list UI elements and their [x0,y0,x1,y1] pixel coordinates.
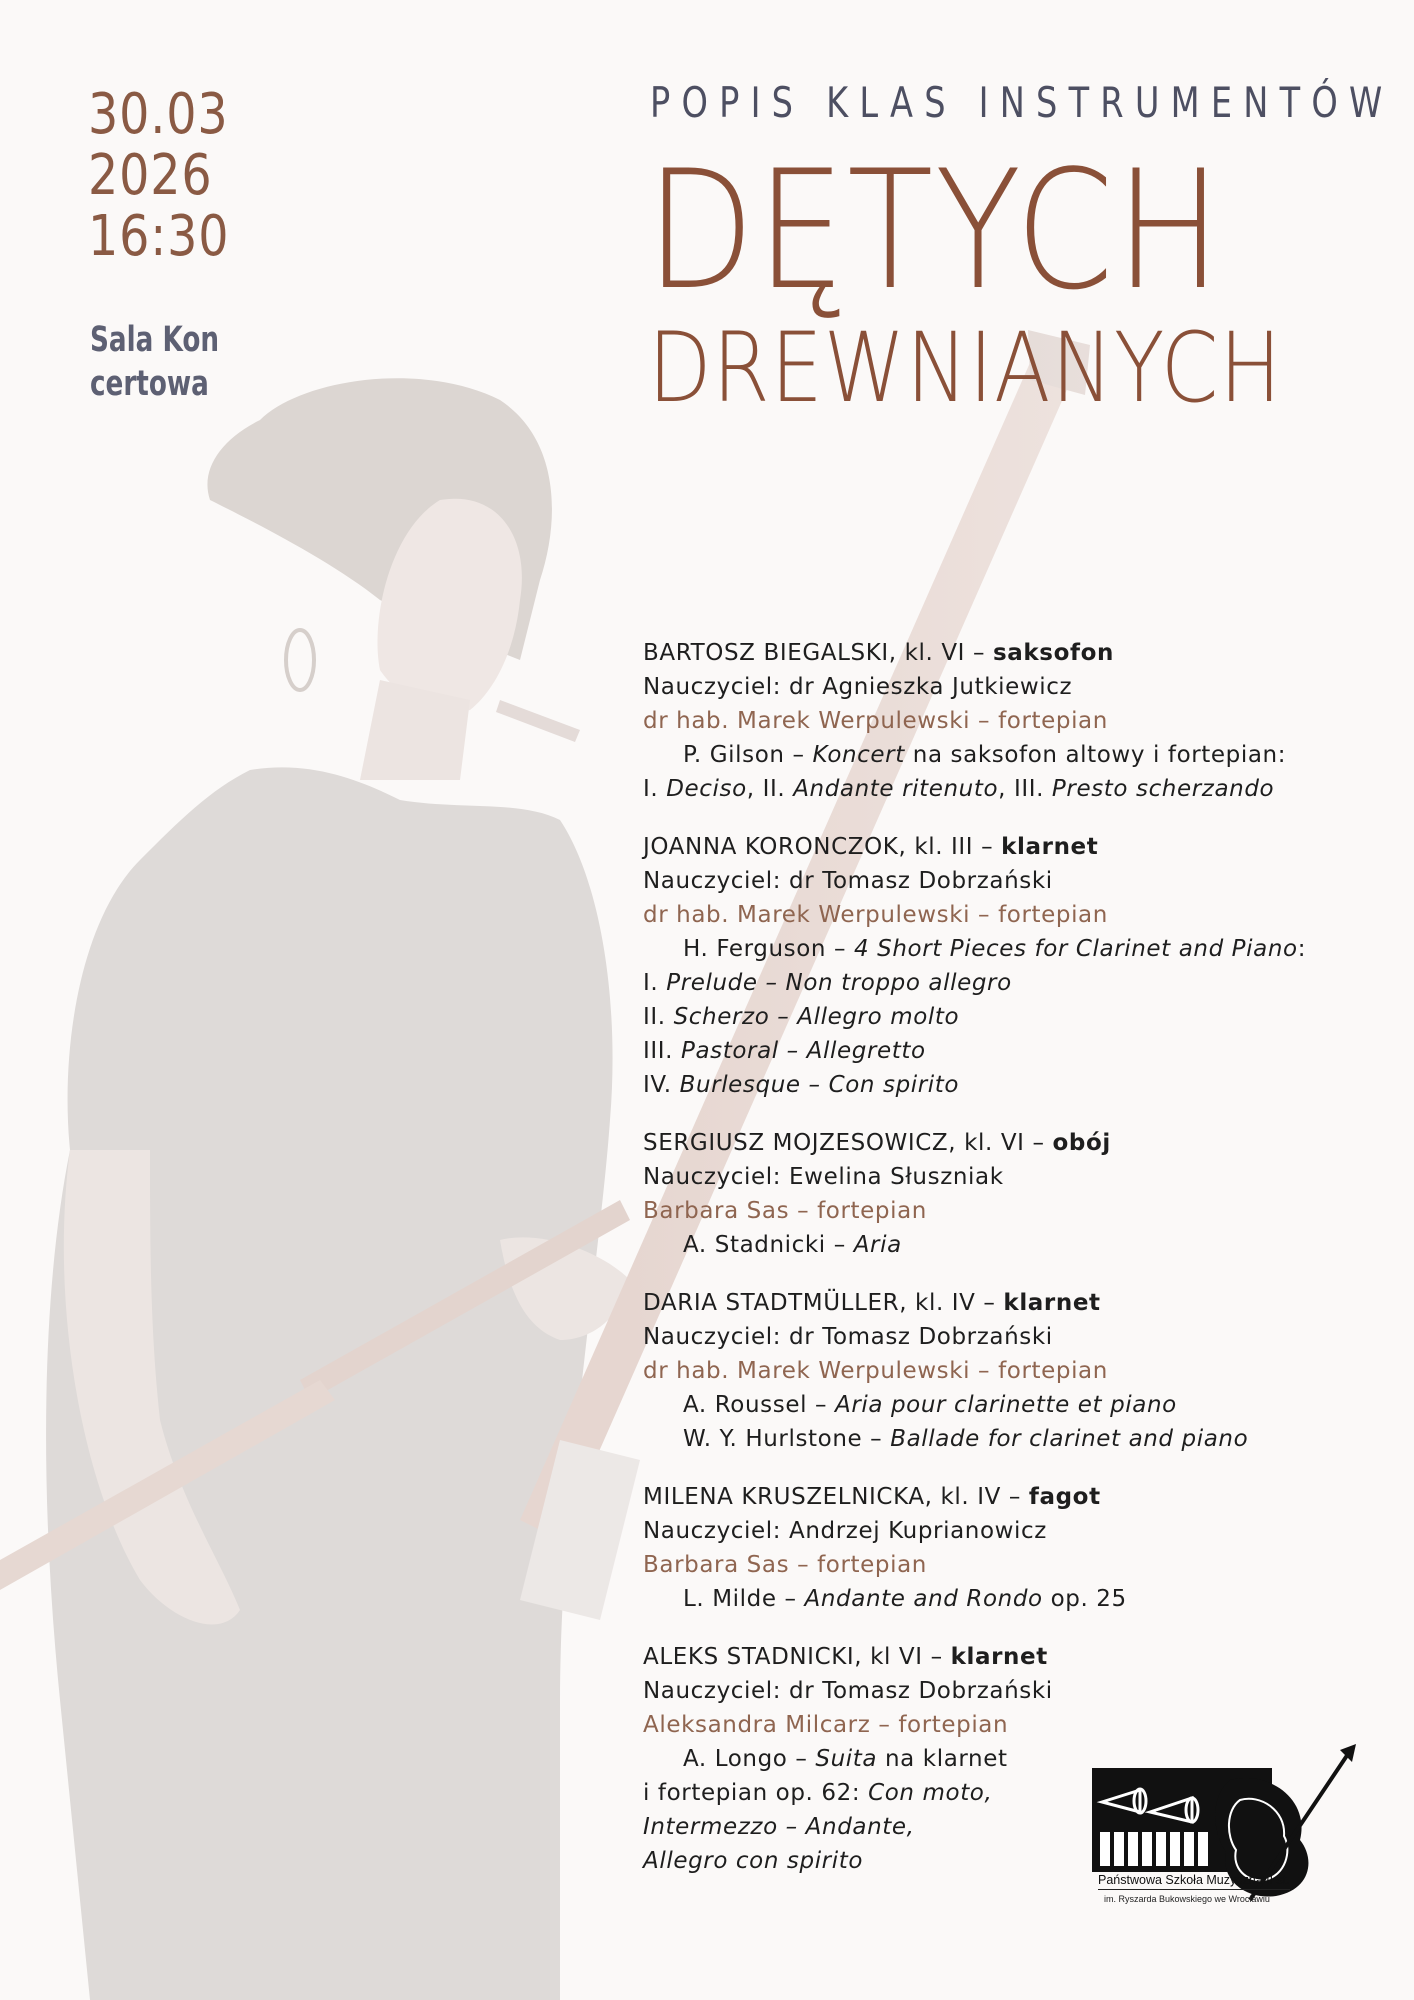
piece-text: A. Stadnicki – [683,1232,854,1258]
piece-title: Andante ritenuto [793,776,999,802]
piece-title: Suita [815,1746,878,1772]
repertoire-line [643,1228,1383,1262]
piece-text: III. [643,1038,681,1064]
repertoire-line [643,1068,1383,1102]
piece-title: Aria [853,1232,902,1258]
performer-instrument: obój [1052,1130,1111,1156]
performer-name-class: SERGIUSZ MOJZESOWICZ, kl. VI – [643,1130,1053,1156]
piece-title: Intermezzo – Andante, [643,1814,915,1840]
repertoire-line [643,966,1383,1000]
piece-text: IV. [643,1072,680,1098]
performer-instrument: saksofon [992,640,1114,666]
performer-heading [643,1640,1383,1674]
repertoire-line [643,738,1383,772]
performer-heading [643,1286,1383,1320]
piece-text: H. Ferguson – [683,936,855,962]
performer-accompanist: dr hab. Marek Werpulewski – fortepian [643,708,1108,734]
piece-text: II. [643,1004,674,1030]
performer-accompanist: Barbara Sas – fortepian [643,1198,927,1224]
repertoire-line [643,1422,1383,1456]
performer-instrument: klarnet [1003,1290,1101,1316]
venue-line-1: Sala Kon [90,320,220,360]
piece-title: Koncert [812,742,905,768]
piece-text: I. [643,776,667,802]
performer-name-class: BARTOSZ BIEGALSKI, kl. VI – [643,640,993,666]
performer-teacher: Nauczyciel: dr Agnieszka Jutkiewicz [643,674,1073,700]
repertoire-line [643,932,1383,966]
venue [90,318,219,406]
title-main-line-1: DĘTYCH [646,135,1224,326]
event-date-year: 2026 [88,143,213,208]
piece-text: , II. [746,776,794,802]
performer-teacher: Nauczyciel: dr Tomasz Dobrzański [643,1324,1053,1350]
performer-name-class: ALEKS STADNICKI, kl VI – [643,1644,951,1670]
piece-text: op. 25 [1042,1586,1127,1612]
performer-heading [643,1480,1383,1514]
performer-instrument: klarnet [950,1644,1048,1670]
piece-title: Ballade for clarinet and piano [890,1426,1249,1452]
title-main-line-2: DREWNIANYCH [648,312,1283,424]
school-name: Państwowa Szkoła Muzyczna II st. [1098,1873,1290,1890]
performer-teacher: Nauczyciel: Andrzej Kuprianowicz [643,1518,1047,1544]
performer-accompanist: Barbara Sas – fortepian [643,1552,927,1578]
performer-entry [643,636,1383,806]
repertoire-line [643,772,1383,806]
piece-title: Presto scherzando [1051,776,1275,802]
piece-text: A. Longo – [683,1746,816,1772]
performer-accompanist: dr hab. Marek Werpulewski – fortepian [643,1358,1108,1384]
piece-text: A. Roussel – [683,1392,835,1418]
event-time: 16:30 [88,204,230,269]
performer-heading [643,830,1383,864]
piece-text: L. Milde – [683,1586,805,1612]
piece-text: i fortepian op. 62: [643,1780,869,1806]
piece-text: , III. [998,776,1052,802]
piece-title: 4 Short Pieces for Clarinet and Piano [854,936,1298,962]
piece-title: Con moto, [868,1780,993,1806]
performer-teacher: Nauczyciel: dr Tomasz Dobrzański [643,868,1053,894]
piece-text: I. [643,970,667,996]
performer-name-class: JOANNA KORONCZOK, kl. III – [643,834,1002,860]
piece-title: Prelude – Non troppo allegro [666,970,1012,996]
performer-instrument: fagot [1028,1484,1101,1510]
performer-entry [643,1286,1383,1456]
piece-title: Andante and Rondo [804,1586,1043,1612]
repertoire-line [643,1000,1383,1034]
piece-text: : [1297,936,1307,962]
performer-heading [643,1126,1383,1160]
piece-title: Pastoral – Allegretto [680,1038,926,1064]
venue-line-2: certowa [90,364,209,404]
program-list [643,636,1383,1902]
event-date-time [88,84,229,267]
performer-teacher: Nauczyciel: dr Tomasz Dobrzański [643,1678,1053,1704]
performer-entry [643,830,1383,1102]
piece-text: na saksofon altowy i fortepian: [904,742,1287,768]
piece-text: P. Gilson – [683,742,813,768]
piece-title: Scherzo – Allegro molto [673,1004,960,1030]
repertoire-line [643,1582,1383,1616]
performer-accompanist: Aleksandra Milcarz – fortepian [643,1712,1009,1738]
performer-entry [643,1126,1383,1262]
performer-instrument: klarnet [1001,834,1099,860]
piece-title: Aria pour clarinette et piano [834,1392,1177,1418]
event-date-day: 30.03 [88,82,229,147]
school-patron: im. Ryszarda Bukowskiego we Wrocławiu [1104,1894,1270,1904]
piece-text: na klarnet [877,1746,1008,1772]
performer-heading [643,636,1383,670]
piece-title: Allegro con spirito [643,1848,864,1874]
piece-title: Deciso [666,776,747,802]
title-supertitle: POPIS KLAS INSTRUMENTÓW [650,78,1394,127]
performer-entry [643,1480,1383,1616]
performer-teacher: Nauczyciel: Ewelina Słuszniak [643,1164,1004,1190]
performer-name-class: DARIA STADTMÜLLER, kl. IV – [643,1290,1004,1316]
repertoire-line [643,1388,1383,1422]
performer-name-class: MILENA KRUSZELNICKA, kl. IV – [643,1484,1029,1510]
performer-accompanist: dr hab. Marek Werpulewski – fortepian [643,902,1108,928]
repertoire-line [643,1034,1383,1068]
piece-text: W. Y. Hurlstone – [683,1426,891,1452]
piece-title: Burlesque – Con spirito [679,1072,960,1098]
